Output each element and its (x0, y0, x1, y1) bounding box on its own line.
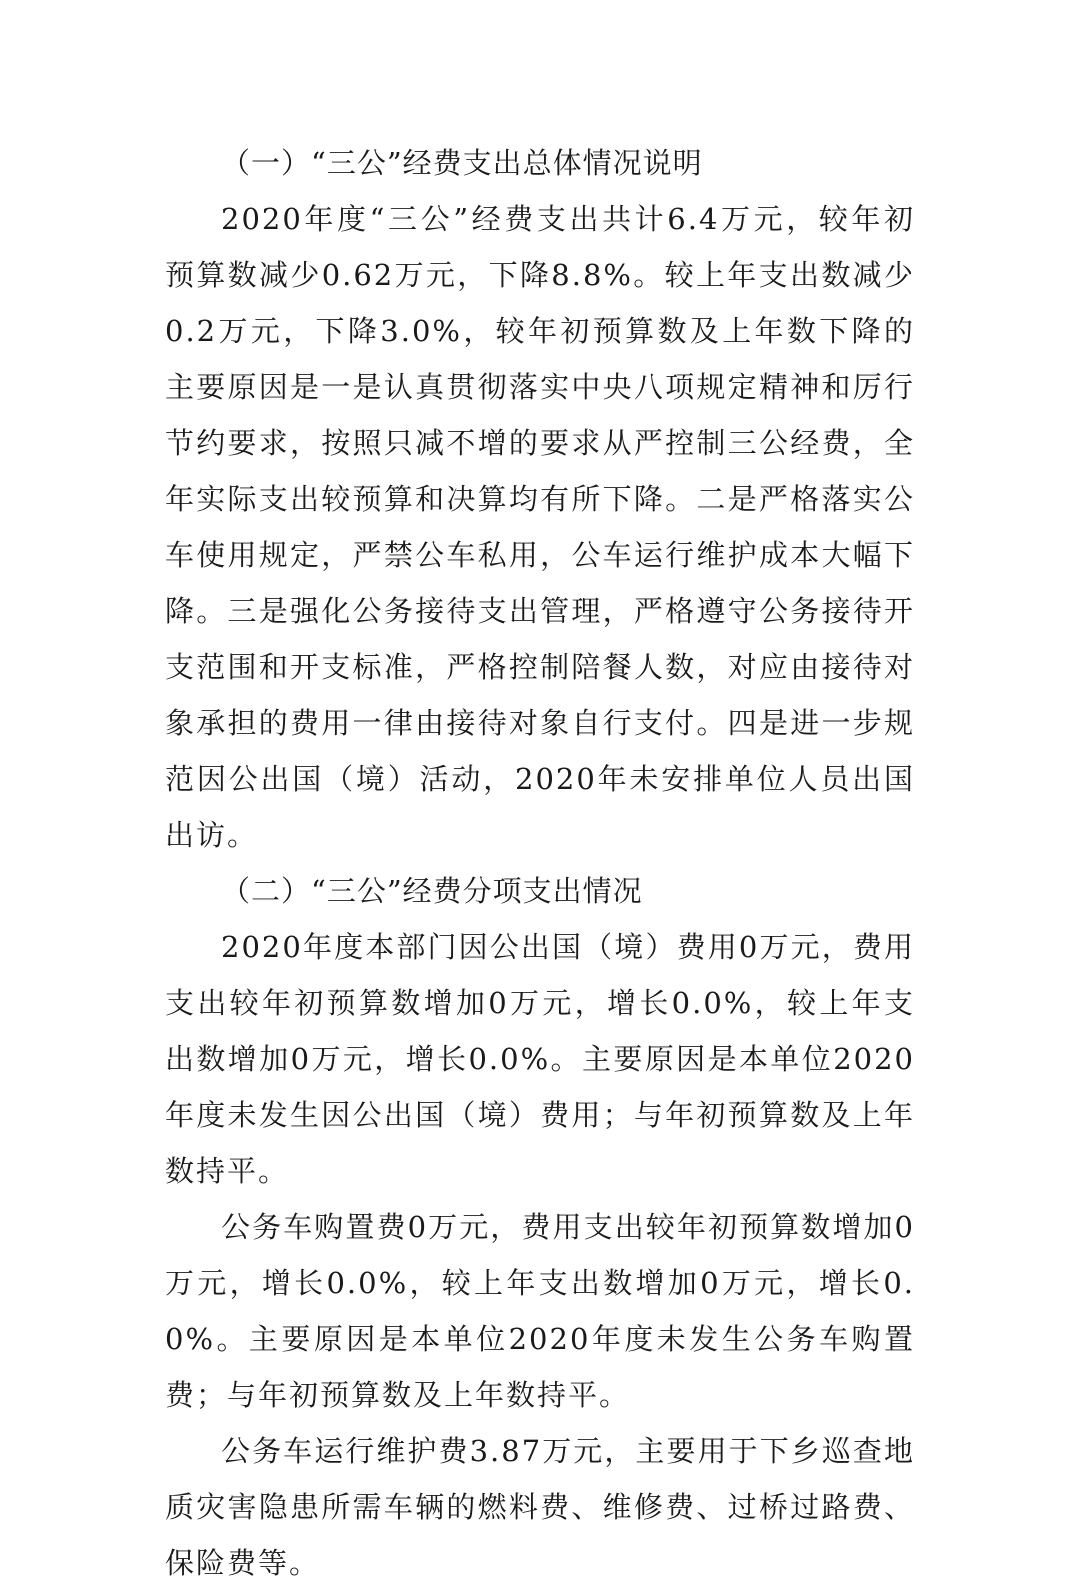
overview-paragraph: 2020年度“三公”经费支出共计6.4万元，较年初预算数减少0.62万元，下降8.8%。较上年支出数减少0.2万元，下降3.0%，较年初预算数及上年数下降的主要原因是一是认真贯彻落实中央八项规定精神和厉行节约要求，按照只减不增的要求从严控制三公经费，全年实际支出较预算和决算均有所下降。二是严格落实公车使用规定，严禁公车私用，公车运行维护成本大幅下降。三是强化公务接待支出管理，严格遵守公务接待开支范围和开支标准，严格控制陪餐人数，对应由接待对象承担的费用一律由接待对象自行支付。四是进一步规范因公出国（境）活动，2020年未安排单位人员出国出访。 (165, 202, 915, 852)
overseas-expense-paragraph: 2020年度本部门因公出国（境）费用0万元，费用支出较年初预算数增加0万元，增长0.0%，较上年支出数增加0万元，增长0.0%。主要原因是本单位2020年度未发生因公出国（境）费用；与年初预算数及上年数持平。 (165, 930, 915, 1188)
vehicle-purchase-paragraph: 公务车购置费0万元，费用支出较年初预算数增加0万元，增长0.0%，较上年支出数增加0万元，增长0.0%。主要原因是本单位2020年度未发生公务车购置费；与年初预算数及上年数持平。 (165, 1210, 915, 1412)
vehicle-operation-paragraph: 公务车运行维护费3.87万元，主要用于下乡巡查地质灾害隐患所需车辆的燃料费、维修费、过桥过路费、保险费等。 (165, 1434, 915, 1580)
document-body (165, 135, 915, 1591)
section-heading-itemized: （二）“三公”经费分项支出情况 (221, 874, 643, 908)
section-heading-overview: （一）“三公”经费支出总体情况说明 (221, 146, 703, 180)
